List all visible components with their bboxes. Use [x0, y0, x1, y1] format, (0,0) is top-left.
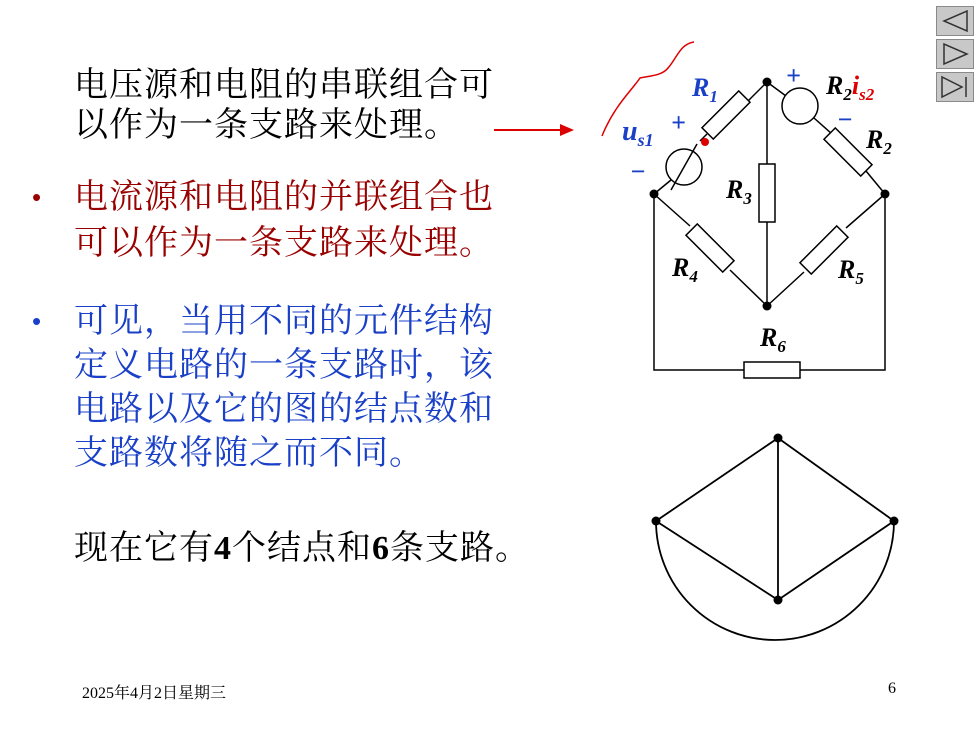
source-us1-minus: −	[630, 157, 646, 186]
resistor-r6	[744, 362, 800, 378]
graph-diagram	[640, 420, 920, 670]
current-source-r2is2	[782, 88, 818, 124]
summary-after: 条支路。	[390, 528, 530, 568]
node-right	[881, 190, 890, 199]
graph-edge	[778, 521, 894, 600]
label-r6: $R_6$	[760, 323, 786, 356]
bullet2-line4: 支路数将随之而不同。	[74, 433, 424, 473]
summary-line	[74, 527, 530, 570]
graph-edge	[778, 438, 894, 521]
red-node-dot	[701, 138, 709, 146]
bullet2-line3: 电路以及它的图的结点数和	[74, 389, 494, 429]
bullet-marker: •	[32, 306, 42, 336]
graph-edge	[656, 521, 778, 600]
paragraph1-line1: 电压源和电阻的串联组合可	[74, 65, 494, 105]
label-r4: $R_4$	[672, 253, 698, 286]
annotation-arrow	[490, 118, 580, 142]
source-r2is2-plus: +	[786, 61, 801, 90]
node-bottom	[763, 302, 772, 311]
graph-node	[652, 517, 661, 526]
node-left	[650, 190, 659, 199]
graph-edge	[656, 438, 778, 521]
summary-before: 现在它有	[74, 528, 214, 568]
source-r2is2-minus: −	[837, 105, 853, 134]
paragraph1-line2: 以作为一条支路来处理。	[74, 105, 459, 145]
bullet1-line2: 可以作为一条支路来处理。	[74, 223, 494, 263]
summary-middle: 个结点和	[232, 528, 372, 568]
nav-back-button[interactable]	[936, 6, 974, 36]
graph-node	[774, 596, 783, 605]
node-top	[763, 78, 772, 87]
summary-node-count: 4	[214, 530, 232, 567]
resistor-r3	[759, 164, 775, 222]
triangle-right-icon	[937, 40, 973, 68]
label-r5: $R_5$	[838, 255, 864, 288]
label-r1: $R_1$	[692, 73, 718, 106]
nav-forward-button[interactable]	[936, 39, 974, 69]
bullet1-line1: 电流源和电阻的并联组合也	[74, 177, 494, 217]
circuit-diagram	[580, 36, 910, 386]
nav-end-button[interactable]	[936, 72, 974, 102]
graph-node	[774, 434, 783, 443]
bullet2-line1: 可见，当用不同的元件结构	[74, 301, 494, 341]
label-r2: $R_2$	[866, 125, 892, 158]
triangle-left-icon	[937, 7, 973, 35]
summary-branch-count: 6	[372, 530, 390, 567]
resistor-r4	[686, 224, 734, 272]
label-r2is2: $R_2i_{s2}$	[826, 71, 875, 104]
resistor-r2	[824, 128, 872, 176]
footer-date: 2025年4月2日星期三	[82, 685, 227, 702]
graph-node	[890, 517, 899, 526]
graph-edge-arc	[656, 521, 894, 640]
bullet2-line2: 定义电路的一条支路时，该	[74, 345, 494, 385]
label-us1: $u_{s1}$	[622, 116, 654, 150]
skip-end-icon	[937, 73, 973, 101]
source-us1-plus: +	[671, 108, 686, 137]
label-r3: $R_3$	[726, 175, 752, 208]
page-number: 6	[888, 680, 896, 697]
bullet-marker: •	[32, 182, 42, 212]
